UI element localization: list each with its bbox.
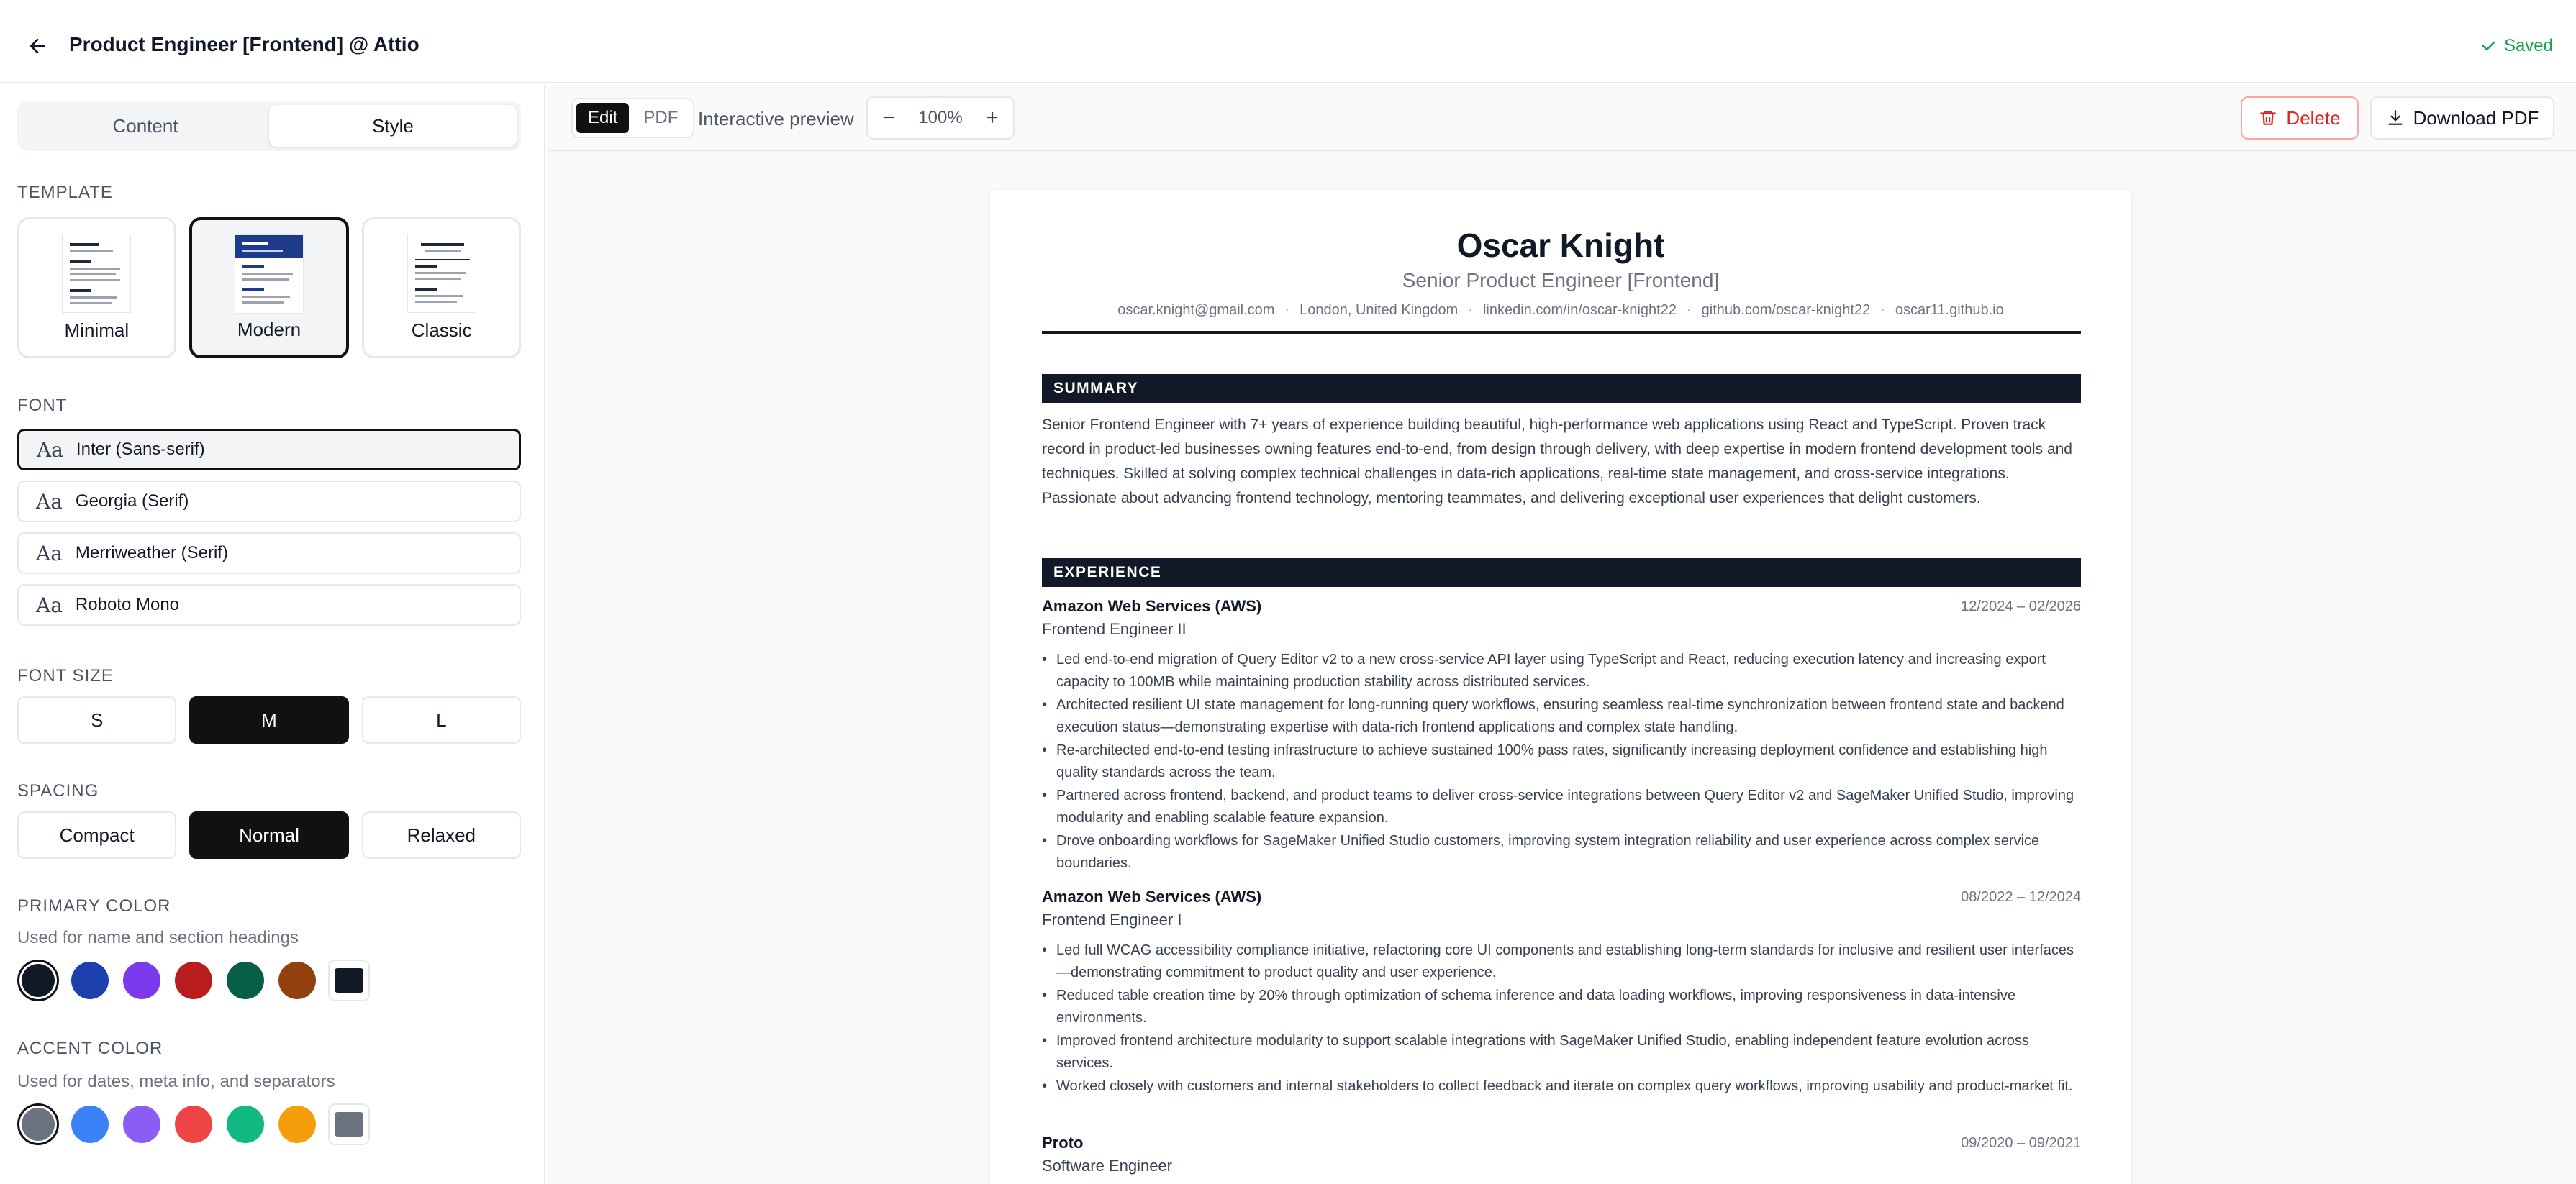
- primary-swatch-navy[interactable]: [17, 960, 59, 1001]
- template-modern-label: Modern: [237, 319, 301, 340]
- font-size-label: FONT SIZE: [17, 666, 114, 686]
- preview-label: Interactive preview: [698, 108, 854, 129]
- template-classic[interactable]: [362, 217, 521, 358]
- job-dates: 09/2020 – 09/2021: [1961, 1135, 2081, 1151]
- accent-custom-color-picker[interactable]: [328, 1103, 370, 1145]
- job-company: Proto: [1042, 1134, 1084, 1152]
- spacing-relaxed[interactable]: Relaxed: [362, 811, 521, 859]
- accent-swatch-blue[interactable]: [69, 1103, 111, 1145]
- primary-color-label: PRIMARY COLOR: [17, 896, 171, 916]
- mode-pdf[interactable]: PDF: [643, 108, 679, 127]
- template-classic-label: Classic: [411, 319, 472, 341]
- accent-swatch-amber[interactable]: [276, 1103, 318, 1145]
- sidebar-tabs: [17, 101, 521, 151]
- resume-role[interactable]: Senior Product Engineer [Frontend]: [1402, 269, 1720, 291]
- download-icon: [2386, 109, 2405, 127]
- mode-toggle: [571, 98, 694, 138]
- accent-swatch-gray[interactable]: [17, 1103, 59, 1145]
- template-label: TEMPLATE: [17, 183, 113, 202]
- font-option-roboto-mono[interactable]: [17, 584, 521, 626]
- saved-status: [2480, 36, 2553, 56]
- font-sample: Aa: [37, 437, 63, 462]
- top-bar: [0, 0, 2576, 83]
- font-label: FONT: [17, 396, 68, 415]
- zoom-in-button[interactable]: +: [986, 106, 999, 129]
- delete-label: Delete: [2286, 106, 2341, 129]
- primary-custom-color-picker[interactable]: [328, 960, 370, 1001]
- job-bullet: • Reduced table creation time by 20% through optimization of schema inference and data loading workflows, improving responsiveness in data-intensive environments.: [1042, 985, 2081, 1029]
- job-bullet: • Improved frontend architecture modularity to support scalable integrations with SageMaker Unified Studio, enabling independent feature evolution across services.: [1042, 1030, 2081, 1075]
- tab-content[interactable]: Content: [112, 114, 178, 137]
- font-size-options: [17, 696, 521, 744]
- font-option-label: Roboto Mono: [75, 595, 180, 614]
- tab-style[interactable]: Style: [269, 105, 517, 147]
- download-pdf-button[interactable]: [2370, 96, 2554, 140]
- mode-edit[interactable]: Edit: [576, 103, 629, 133]
- zoom-level: 100%: [918, 108, 963, 127]
- font-option-merriweather[interactable]: [17, 532, 521, 574]
- job-title: Frontend Engineer I: [1042, 911, 1182, 929]
- job-title: Frontend Engineer II: [1042, 620, 1187, 638]
- contact-website[interactable]: · oscar11.github.io: [1870, 302, 2004, 318]
- primary-color-help: Used for name and section headings: [17, 928, 299, 947]
- preview-toolbar: [547, 85, 2576, 151]
- font-sample: Aa: [36, 541, 63, 565]
- font-size-m[interactable]: M: [189, 696, 348, 744]
- primary-swatch-green[interactable]: [225, 960, 266, 1001]
- contact-email[interactable]: oscar.knight@gmail.com: [1117, 302, 1275, 318]
- job-bullets: [1042, 939, 2081, 1098]
- job-bullet: • Partnered across frontend, backend, and product teams to deliver cross-service integrations between Query Editor v2 and SageMaker Unified Studio, improving modularity and enabling scalable feature expansion.: [1042, 785, 2081, 829]
- font-option-label: Georgia (Serif): [75, 491, 189, 511]
- accent-color-help: Used for dates, meta info, and separators: [17, 1072, 335, 1091]
- contact-linkedin[interactable]: · linkedin.com/in/oscar-knight22: [1458, 302, 1677, 318]
- font-option-inter[interactable]: [17, 429, 521, 470]
- back-button[interactable]: [23, 32, 52, 60]
- font-option-georgia[interactable]: [17, 481, 521, 522]
- job-bullet: • Re-architected end-to-end testing infrastructure to achieve sustained 100% pass rates, significantly increasing deployment confidence and establishing high quality standards across the team.: [1042, 739, 2081, 784]
- primary-swatch-brown[interactable]: [276, 960, 318, 1001]
- primary-swatch-purple[interactable]: [121, 960, 163, 1001]
- accent-swatch-green[interactable]: [225, 1103, 266, 1145]
- job-bullet: • Led end-to-end migration of Query Editor v2 to a new cross-service API layer using TypeScript and React, reducing execution latency and increasing export capacity to 100MB while maintaining production stability across distributed services.: [1042, 649, 2081, 693]
- job-bullet: • Architected resilient UI state management for long-running query workflows, ensuring seamless real-time synchronization between frontend state and backend execution status—demonstrating expertise with data-rich frontend applications and complex state handling.: [1042, 694, 2081, 739]
- job-bullet: • Led full WCAG accessibility compliance initiative, refactoring core UI components and establishing long-term standards for inclusive and resilient user interfaces—demonstrating commitment to product quality and user experience.: [1042, 939, 2081, 984]
- experience-entry[interactable]: [1042, 597, 2081, 875]
- font-options: [17, 429, 521, 636]
- font-size-l[interactable]: L: [362, 696, 521, 744]
- job-company: Amazon Web Services (AWS): [1042, 888, 1262, 906]
- download-label: Download PDF: [2413, 106, 2539, 129]
- experience-heading: EXPERIENCE: [1042, 558, 2081, 587]
- contact-github[interactable]: · github.com/oscar-knight22: [1677, 302, 1870, 318]
- font-sample: Aa: [36, 489, 63, 514]
- job-company: Amazon Web Services (AWS): [1042, 597, 1262, 615]
- resume-page: [990, 190, 2131, 1184]
- contact-location[interactable]: · London, United Kingdom: [1274, 302, 1458, 318]
- check-icon: [2480, 37, 2497, 55]
- resume-contacts: [990, 302, 2131, 319]
- resume-name[interactable]: Oscar Knight: [1456, 227, 1665, 264]
- spacing-options: [17, 811, 521, 859]
- job-dates: 12/2024 – 02/2026: [1961, 598, 2081, 614]
- template-minimal-label: Minimal: [64, 319, 130, 341]
- trash-icon: [2259, 109, 2277, 127]
- font-option-label: Inter (Sans-serif): [76, 440, 205, 459]
- template-minimal[interactable]: [17, 217, 176, 358]
- summary-heading: SUMMARY: [1042, 374, 2081, 403]
- spacing-normal[interactable]: Normal: [189, 811, 348, 859]
- page-title: Product Engineer [Frontend] @ Attio: [69, 33, 419, 55]
- spacing-label: SPACING: [17, 781, 99, 801]
- summary-text[interactable]: Senior Frontend Engineer with 7+ years of experience building beautiful, high-performance web applications using React and TypeScript. Proven track record in product-led businesses owning features end-to-end, from design through delivery, with deep expertise in modern frontend development tools and techniques. Skilled at solving complex technical challenges in data-rich applications, real-time state management, and cross-service integrations. Passionate about advancing frontend technology, mentoring teammates, and delivering exceptional user experiences that delight customers.: [1042, 416, 2072, 506]
- primary-swatch-red[interactable]: [173, 960, 214, 1001]
- job-bullet: • Worked closely with customers and internal stakeholders to collect feedback and iterate on complex query workflows, improving usability and product-market fit.: [1042, 1075, 2081, 1098]
- job-bullets: [1042, 649, 2081, 875]
- arrow-left-icon: [27, 35, 48, 57]
- zoom-out-button[interactable]: −: [882, 106, 895, 129]
- template-options: [17, 217, 521, 358]
- font-size-s[interactable]: S: [17, 696, 176, 744]
- job-dates: 08/2022 – 12/2024: [1961, 889, 2081, 905]
- header-divider: [1042, 331, 2081, 334]
- accent-color-swatches: [17, 1103, 370, 1145]
- font-option-label: Merriweather (Serif): [75, 543, 228, 563]
- primary-color-swatches: [17, 960, 370, 1001]
- template-modern-thumbnail: [235, 234, 304, 314]
- template-minimal-thumbnail: [62, 234, 131, 313]
- accent-swatch-red[interactable]: [173, 1103, 214, 1145]
- accent-color-label: ACCENT COLOR: [17, 1039, 163, 1058]
- job-title: Software Engineer: [1042, 1157, 1172, 1175]
- experience-entry[interactable]: [1042, 1134, 2081, 1175]
- template-classic-thumbnail: [407, 234, 476, 313]
- job-bullet: • Drove onboarding workflows for SageMaker Unified Studio customers, improving system integration reliability and user experience across complex service boundaries.: [1042, 830, 2081, 875]
- experience-entry[interactable]: [1042, 888, 2081, 1098]
- style-sidebar: [0, 85, 545, 1184]
- preview-area: [547, 85, 2576, 1184]
- template-modern[interactable]: [189, 217, 350, 358]
- accent-swatch-purple[interactable]: [121, 1103, 163, 1145]
- font-sample: Aa: [36, 593, 63, 617]
- delete-button[interactable]: [2241, 96, 2359, 140]
- zoom-control: [866, 96, 1015, 140]
- spacing-compact[interactable]: Compact: [17, 811, 176, 859]
- saved-label: Saved: [2503, 36, 2553, 55]
- primary-swatch-blue[interactable]: [69, 960, 111, 1001]
